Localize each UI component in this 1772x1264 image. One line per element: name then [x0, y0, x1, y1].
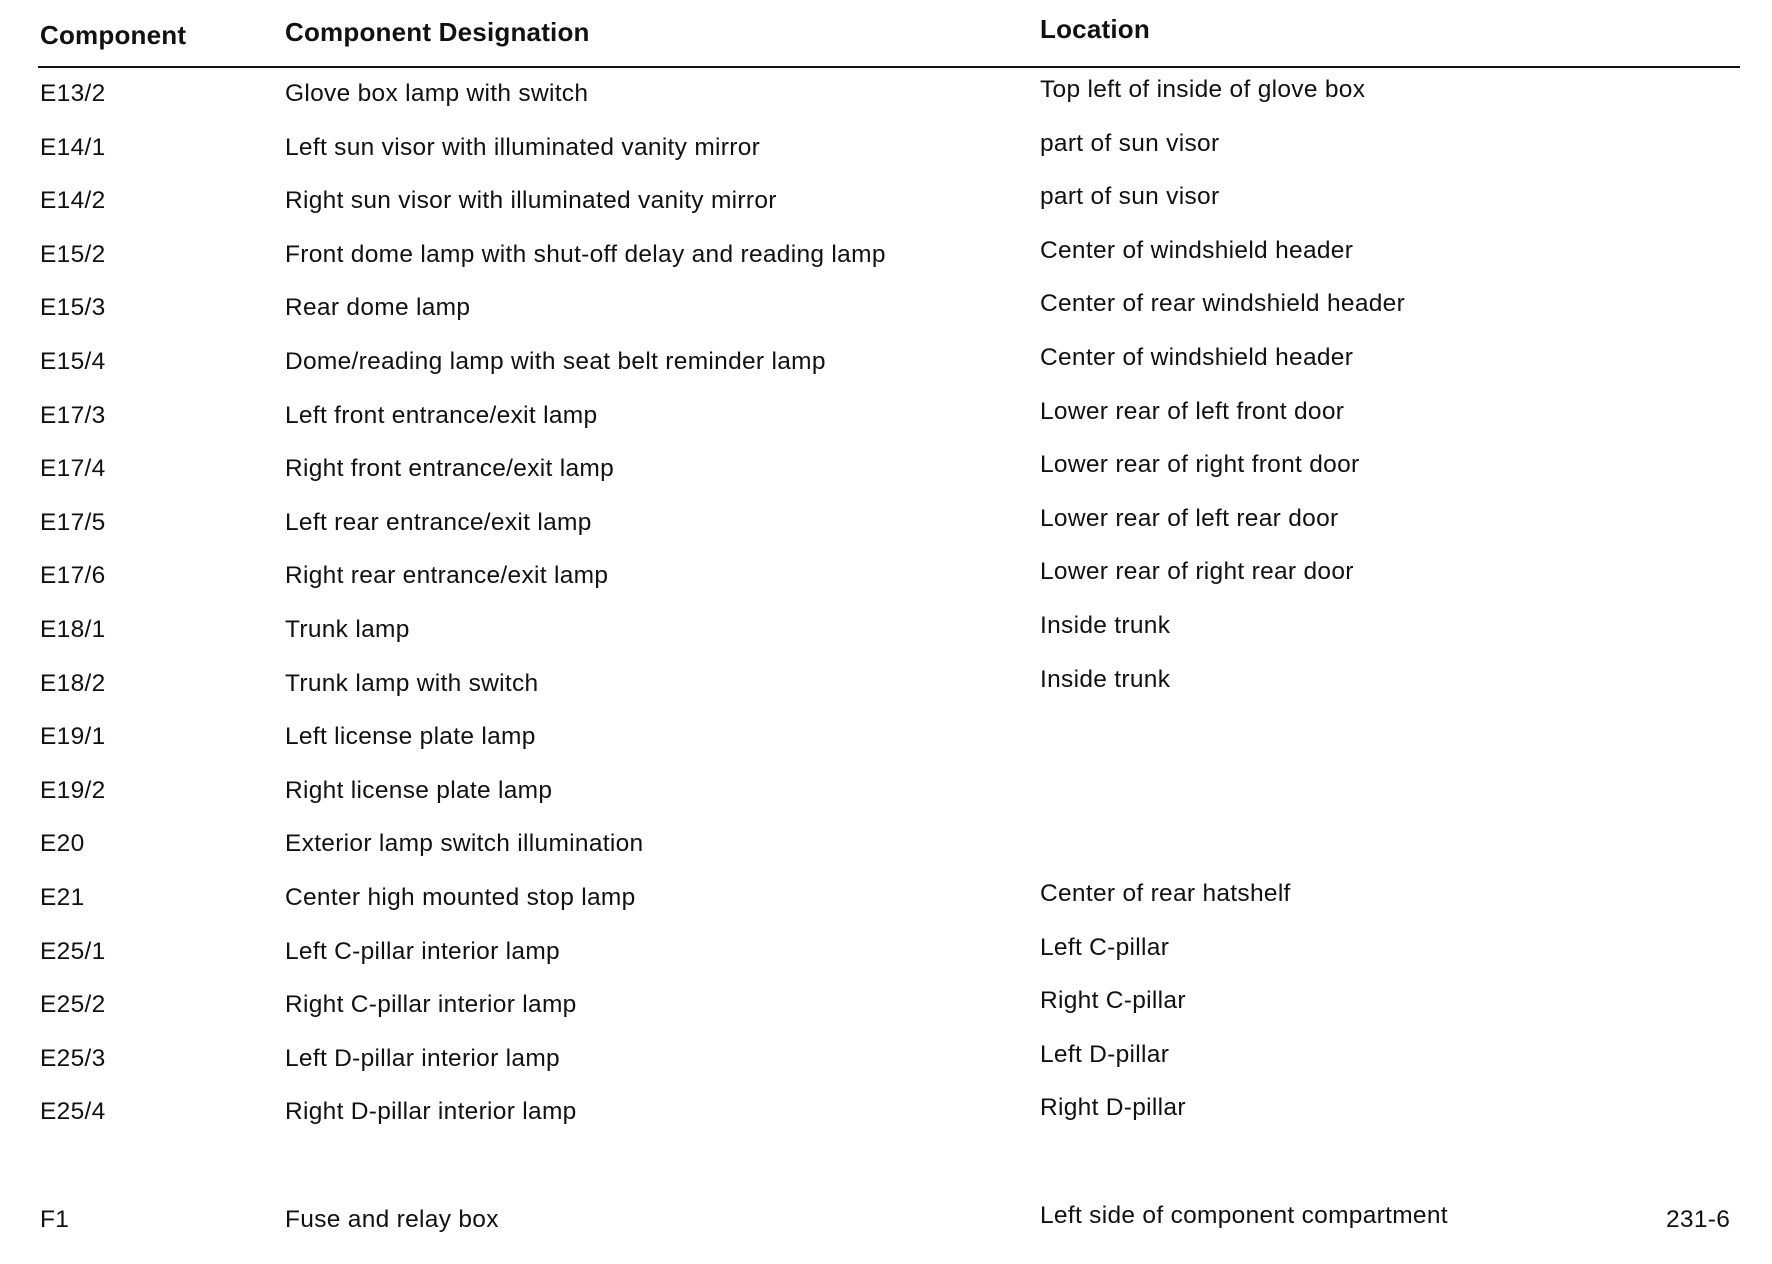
component-cell: E17/6	[40, 562, 106, 590]
table-row	[0, 830, 1772, 884]
component-cell: E19/2	[40, 776, 106, 804]
location-cell: Inside trunk	[1040, 665, 1171, 693]
component-cell: E17/3	[40, 401, 106, 429]
designation-cell: Right license plate lamp	[285, 776, 553, 804]
column-header-designation: Component Designation	[285, 17, 590, 47]
table-row	[0, 933, 1772, 992]
column-header-component: Component	[40, 20, 187, 50]
table-row	[0, 129, 1772, 188]
location-cell: Right C-pillar	[1040, 987, 1186, 1015]
table-row	[0, 1201, 1772, 1260]
component-cell: E25/2	[40, 991, 106, 1019]
designation-cell: Rear dome lamp	[285, 294, 471, 322]
component-cell: E18/1	[40, 615, 106, 643]
component-cell: E18/2	[40, 669, 106, 697]
table-row	[0, 451, 1772, 509]
designation-cell: Left rear entrance/exit lamp	[285, 508, 592, 536]
designation-cell: Right rear entrance/exit lamp	[285, 562, 609, 590]
location-cell: Left side of component compartment	[1040, 1201, 1448, 1229]
component-cell: E17/5	[40, 508, 106, 536]
table-row	[0, 397, 1772, 456]
designation-cell: Fuse and relay box	[285, 1205, 499, 1233]
table-row	[0, 290, 1772, 348]
location-cell: Inside trunk	[1040, 611, 1171, 639]
location-cell: Right D-pillar	[1040, 1094, 1186, 1122]
designation-cell: Right front entrance/exit lamp	[285, 455, 615, 483]
designation-cell: Left sun visor with illuminated vanity mirror	[285, 133, 761, 161]
table-row	[0, 1094, 1772, 1152]
component-cell: E25/4	[40, 1098, 106, 1126]
column-header-location: Location	[1040, 14, 1150, 44]
table-row	[0, 777, 1772, 831]
location-cell: Top left of inside of glove box	[1040, 76, 1366, 103]
component-cell: E15/2	[40, 240, 106, 268]
table-row	[0, 1040, 1772, 1099]
component-cell: F1	[40, 1205, 70, 1233]
table-row	[0, 236, 1772, 295]
component-cell: E21	[40, 883, 85, 911]
component-cell: E20	[40, 830, 85, 858]
designation-cell: Left license plate lamp	[285, 723, 536, 751]
designation-cell: Trunk lamp	[285, 615, 410, 643]
designation-cell: Trunk lamp with switch	[285, 669, 539, 697]
table-row	[0, 987, 1772, 1045]
location-cell: part of sun visor	[1040, 129, 1220, 157]
location-cell: Center of rear hatshelf	[1040, 879, 1291, 907]
component-cell: E15/3	[40, 294, 106, 322]
location-cell: Left C-pillar	[1040, 933, 1170, 961]
table-row	[0, 879, 1772, 938]
location-cell: part of sun visor	[1040, 183, 1220, 211]
location-cell: Center of windshield header	[1040, 236, 1354, 264]
table-row	[0, 558, 1772, 616]
component-cell: E13/2	[40, 80, 106, 107]
location-cell: Center of rear windshield header	[1040, 290, 1406, 318]
designation-cell: Dome/reading lamp with seat belt reminder lamp	[285, 347, 826, 375]
designation-cell: Left C-pillar interior lamp	[285, 937, 560, 965]
location-cell: Lower rear of right rear door	[1040, 558, 1354, 586]
designation-cell: Exterior lamp switch illumination	[285, 830, 644, 858]
table-row	[0, 76, 1772, 134]
page-number: 231-6	[1666, 1206, 1731, 1233]
location-cell: Lower rear of right front door	[1040, 451, 1360, 479]
location-cell: Lower rear of left rear door	[1040, 504, 1339, 532]
designation-cell: Left D-pillar interior lamp	[285, 1044, 560, 1072]
component-cell: E19/1	[40, 723, 106, 751]
location-cell: Center of windshield header	[1040, 343, 1354, 371]
location-cell: Lower rear of left front door	[1040, 397, 1345, 425]
designation-cell: Glove box lamp with switch	[285, 80, 589, 107]
designation-cell: Right C-pillar interior lamp	[285, 991, 577, 1019]
designation-cell: Left front entrance/exit lamp	[285, 401, 598, 429]
component-cell: E25/1	[40, 937, 106, 965]
table-row	[0, 1152, 1772, 1206]
designation-cell: Right sun visor with illuminated vanity mirror	[285, 187, 777, 215]
component-table	[0, 76, 1772, 1259]
designation-cell: Center high mounted stop lamp	[285, 883, 636, 911]
designation-cell: Right D-pillar interior lamp	[285, 1098, 577, 1126]
component-cell: E17/4	[40, 455, 106, 483]
component-cell: E25/3	[40, 1044, 106, 1072]
component-cell: E15/4	[40, 347, 106, 375]
header-divider	[38, 66, 1740, 68]
component-cell: E14/2	[40, 187, 106, 215]
table-row	[0, 665, 1772, 724]
location-cell: Left D-pillar	[1040, 1040, 1170, 1068]
table-row	[0, 611, 1772, 670]
table-row	[0, 504, 1772, 563]
designation-cell: Front dome lamp with shut-off delay and reading lamp	[285, 240, 886, 268]
table-row	[0, 343, 1772, 402]
component-cell: E14/1	[40, 133, 106, 161]
table-row	[0, 183, 1772, 241]
table-row	[0, 723, 1772, 777]
